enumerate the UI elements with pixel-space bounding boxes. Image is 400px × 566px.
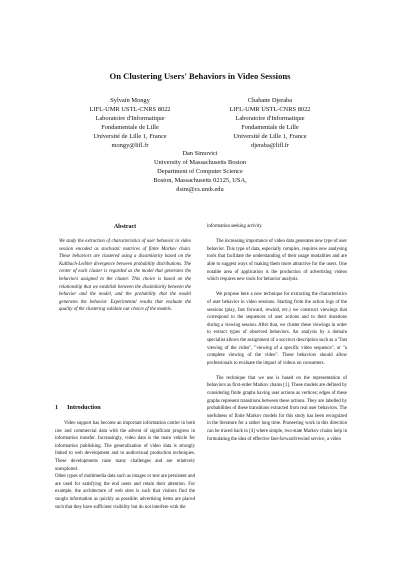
author-affiliation: Fondamentale de Lille — [101, 123, 159, 131]
author-affiliation: Laboratoire d'Informatique — [95, 114, 165, 122]
author-affiliation: LIFL-UMR USTL-CNRS 8022 — [89, 105, 171, 113]
author-email: djeraba@lifl.fr — [251, 141, 289, 149]
section-number: 1 — [55, 404, 59, 411]
author-affiliation: Université de Lille 1, France — [93, 132, 167, 140]
section-title: Introduction — [67, 404, 101, 411]
author-affiliation: Department of Computer Science — [157, 167, 243, 175]
body-paragraph: Video support has become an important information carrier in both raw and commercial data with the advent of significant progress in information transfer. Increasingly, video data is the main vehicle for information publishing. The generalization of video data is strongly linked to web development and to audiovisual production techniques. These developments raise many challenges and are relatively unexplored. — [55, 421, 195, 472]
author-simovici — [100, 150, 300, 195]
author-affiliation: Laboratoire d'Informatique — [235, 114, 305, 122]
right-column — [207, 223, 347, 443]
author-djeraba — [200, 97, 340, 150]
author-affiliation: Boston, Massachusetts 02125, USA, — [153, 176, 247, 184]
abstract-paragraph: We study the extraction of characteristics of user behavior in video session encoded as stochastic matrices of finite Markov chain. These behaviors are clustered using a dissimilarity based on the Kullbach-Leibler divergence between probability distributions. The center of each cluster is regarded as the model that generates the behaviors assigned to the cluster. This choice is based on the relationship that we establish between the dissimilarity between the behavior and the model, and the probability that the model generates the behavior. Experimental results that evaluate the quality of the clustering validate our choice of the models. — [59, 239, 191, 313]
author-mongy — [60, 97, 200, 150]
body-paragraph: information seeking activity. — [207, 224, 263, 229]
author-email: mongy@lifl.fr — [111, 141, 149, 149]
abstract-text — [55, 238, 195, 314]
author-email: dsim@cs.umb.edu — [176, 185, 224, 193]
author-name: Sylvain Mongy — [110, 97, 150, 104]
author-affiliation: Fondamentale de Lille — [241, 123, 299, 131]
abstract-heading: Abstract — [113, 224, 137, 230]
paper-title: On Clustering Users' Behaviors in Video Sessions — [109, 71, 291, 81]
body-paragraph: The increasing importance of video data generates new type of user behavior. This type of data, especially complex, requires new analysing tools that facilitate the understanding of their usage modalities and are able to suggest ways of making them more attractive for the users. One notable area of application is the production of advertising videos which requires new tools for behavior analysis. — [207, 239, 347, 283]
section-heading — [55, 404, 195, 411]
author-name: Chabane Djeraba — [247, 97, 293, 104]
author-affiliation: Université de Lille 1, France — [233, 132, 307, 140]
intro-column — [55, 420, 195, 511]
author-block — [60, 97, 340, 150]
author-affiliation: University of Massachusetts Boston — [153, 158, 247, 166]
body-paragraph: We propose here a new technique for extracting the characteristics of user behavior in video sessions. Starting from the action logs of the sessions (play, fast forward, rewind, etc.) we construct viewings that correspond to the sequences of user actions and to their durations during a viewing session. After that, we cluster these viewings in order to extract types of observed behaviors. An analysis by a domain specialist allows the assignment of a succinct description such as a "fast viewing of the video", "viewing of a specific video sequence", or "a complete viewing of the video". These behaviors should allow professionals to evaluate the impact of videos on consumers. — [207, 292, 347, 366]
body-paragraph: The technique that we use is based on the representation of behaviors as first-order Markov chains [1]. These models are defined by considering finite graphs having user actions as vertices; edges of these graphs represent transitions between these actions. They are labelled by probabilities of these transitions extracted from real user behaviors. The usefulness of finite Markov models for this study has been recognized in the literature for a rather long time. Pioneering work in this direction can be traced back to [4] where simple, two-state Markov chains help in formulating the idea of effective fast-forward/rewind service, a video — [207, 375, 347, 442]
author-affiliation: LIFL-UMR USTL-CNRS 8022 — [229, 105, 311, 113]
author-name: Dan Simovici — [182, 150, 218, 157]
body-paragraph: Other types of multimedia data such as images or text are persistent and are used for satisfying the end users and retain their attention. For example, the architecture of web sites is such that visitors find the sought information as quickly as possible; advertising items are placed such that they have sufficient visibility but do not interfere with the — [55, 474, 195, 510]
